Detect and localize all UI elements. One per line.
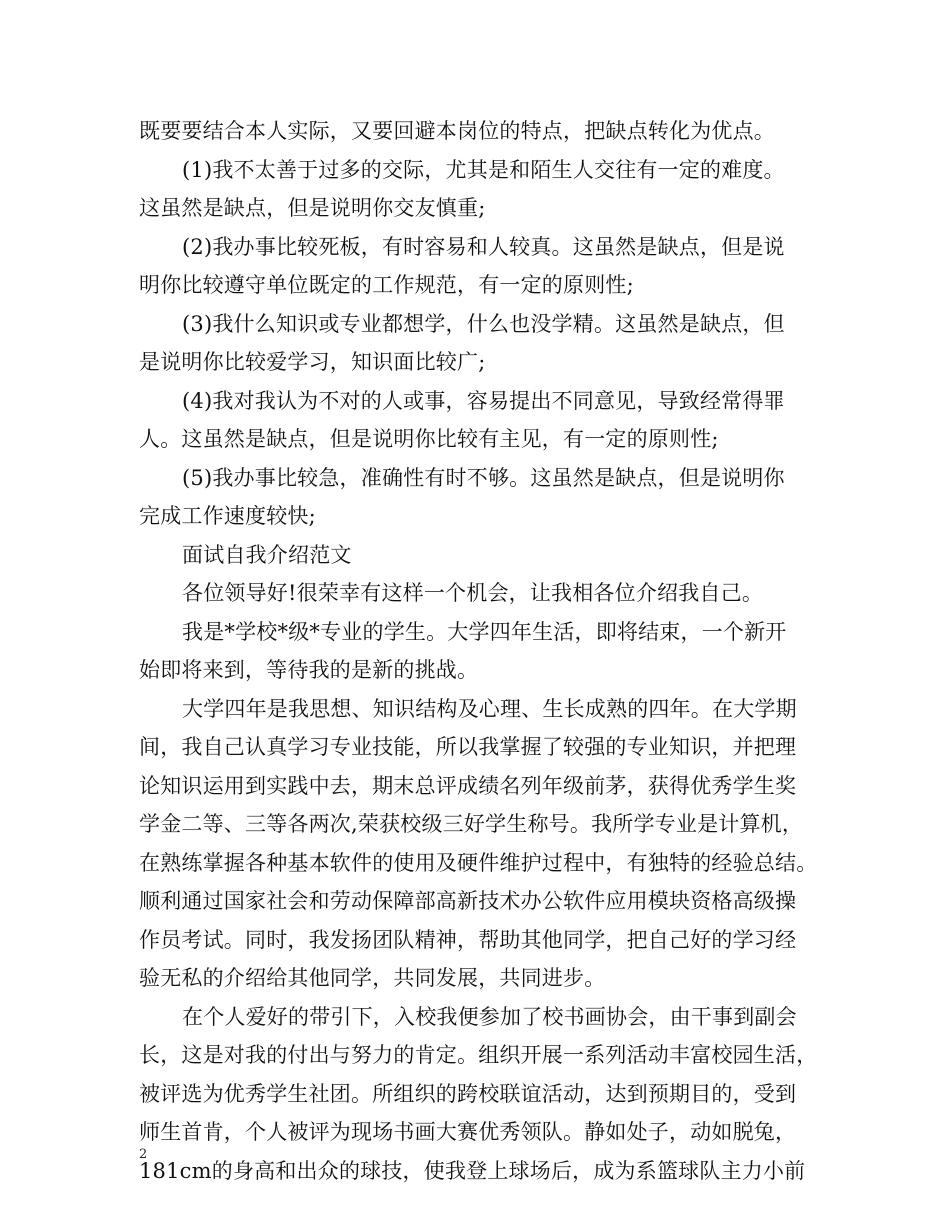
text-line: 间，我自己认真学习专业技能，所以我掌握了较强的专业知识，并把理 (139, 735, 797, 759)
text-line: 在个人爱好的带引下，入校我便参加了校书画协会，由干事到副会 (182, 1004, 797, 1029)
text-line: 我是*学校*级*专业的学生。大学四年生活，即将结束，一个新开 (182, 619, 787, 644)
text-line: 大学四年是我思想、知识结构及心理、生长成熟的四年。在大学期 (182, 696, 797, 721)
text-line: 在熟练掌握各种基本软件的使用及硬件维护过程中，有独特的经验总结。 (139, 850, 818, 875)
text-line: 面试自我介绍范文 (182, 542, 352, 567)
text-line: 学金二等、三等各两次,荣获校级三好学生称号。我所学专业是计算机， (139, 812, 804, 836)
text-line: (4)我对我认为不对的人或事，容易提出不同意见，导致经常得罪 (182, 388, 785, 413)
text-line: 顺利通过国家社会和劳动保障部高新技术办公软件应用模块资格高级操 (139, 889, 797, 913)
text-line: 这虽然是缺点，但是说明你交友慎重; (139, 196, 486, 220)
text-line: 各位领导好!很荣幸有这样一个机会，让我相各位介绍我自己。 (182, 581, 764, 605)
text-line: 被评选为优秀学生社团。所组织的跨校联谊活动，达到预期目的，受到 (139, 1081, 797, 1106)
text-line: 181cm的身高和出众的球技，使我登上球场后，成为系篮球队主力小前 (139, 1158, 806, 1183)
text-line: 人。这虽然是缺点，但是说明你比较有主见，有一定的原则性; (139, 427, 719, 451)
text-line: (1)我不太善于过多的交际，尤其是和陌生人交往有一定的难度。 (182, 157, 785, 182)
page-number: 2 (139, 1147, 148, 1162)
text-line: 长，这是对我的付出与努力的肯定。组织开展一系列活动丰富校园生活， (139, 1043, 818, 1067)
text-line: 论知识运用到实践中去，期末总评成绩名列年级前茅，获得优秀学生奖 (139, 773, 797, 798)
text-line: (3)我什么知识或专业都想学，什么也没学精。这虽然是缺点，但 (182, 311, 785, 336)
text-line: 验无私的介绍给其他同学，共同发展，共同进步。 (139, 966, 606, 990)
text-line: 既要要结合本人实际，又要回避本岗位的特点，把缺点转化为优点。 (139, 119, 775, 143)
text-line: 作员考试。同时，我发扬团队精神，帮助其他同学，把自己好的学习经 (139, 927, 797, 952)
text-line: 始即将来到，等待我的是新的挑战。 (139, 658, 479, 682)
text-line: (5)我办事比较急，准确性有时不够。这虽然是缺点，但是说明你 (182, 465, 785, 490)
text-line: 明你比较遵守单位既定的工作规范，有一定的原则性; (139, 273, 634, 297)
text-line: 师生首肯，个人被评为现场书画大赛优秀领队。静如处子，动如脱兔， (139, 1120, 797, 1144)
text-line: 是说明你比较爱学习，知识面比较广; (139, 350, 486, 374)
text-line: 完成工作速度较快; (139, 504, 316, 528)
text-line: (2)我办事比较死板，有时容易和人较真。这虽然是缺点，但是说 (182, 234, 785, 259)
body-text (139, 112, 819, 1190)
